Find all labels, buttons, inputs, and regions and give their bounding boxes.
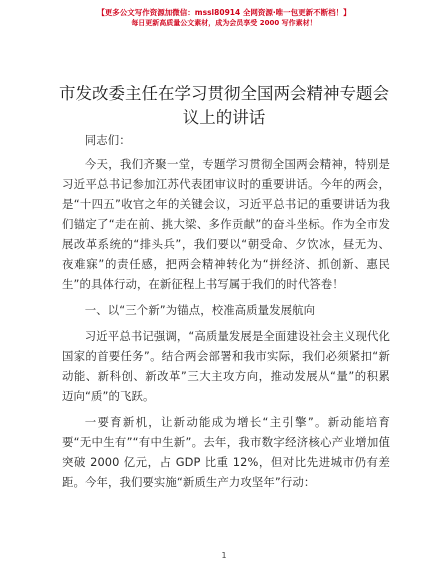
document-title-line2: 议上的讲话 (182, 108, 266, 127)
promo-banner-line1: 【更多公文写作资源加微信：mssl80914 全网资源·唯一包更新不断档！】 (97, 8, 351, 17)
document-title-line1: 市发改委主任在学习贯彻全国两会精神专题会 (59, 84, 389, 103)
greeting: 同志们： (84, 133, 131, 147)
paragraph-2: 习近平总书记强调，“高质量发展是全面建设社会主义现代化国家的首要任务”。结合两会部署和我市实际，我们必须紧扣“新动能、新科创、新改革”三大主攻方向，推动发展从“量”的积累迈向“质”的飞跃。 (62, 329, 390, 403)
document-body (62, 130, 390, 498)
page-number: 1 (221, 551, 227, 560)
promo-banner (0, 8, 448, 29)
document-title (58, 82, 390, 130)
paragraph-intro: 今天，我们齐聚一堂，专题学习贯彻全国两会精神，特别是习近平总书记参加江苏代表团审议时的重要讲话。今年的两会，是“十四五”收官之年的关键会议，习近平总书记的重要讲话为我们锚定了“走在前、挑大梁、多作贡献”的奋斗坐标。作为全市发展改革系统的“排头兵”，我们要以“朝受命、夕饮冰，昼无为、夜难寐”的责任感，把两会精神转化为“拼经济、抓创新、惠民生”的具体行动，在新征程上书写属于我们的时代答卷！ (62, 157, 390, 291)
section-heading-1: 一、以“三个新”为锚点，校准高质量发展航向 (84, 303, 316, 317)
paragraph-3: 一要育新机，让新动能成为增长“主引擎”。新动能培育要“无中生有”“有中生新”。去年，我市数字经济核心产业增加值突破 2000 亿元，占 GDP 比重 12%，但对比先进城市仍有差距。今年，我们要实施“新质生产力攻坚年”行动： (62, 415, 390, 489)
promo-banner-line2: 每日更新高质量公文素材，成为会员享受 2000 写作素材！ (131, 19, 317, 27)
